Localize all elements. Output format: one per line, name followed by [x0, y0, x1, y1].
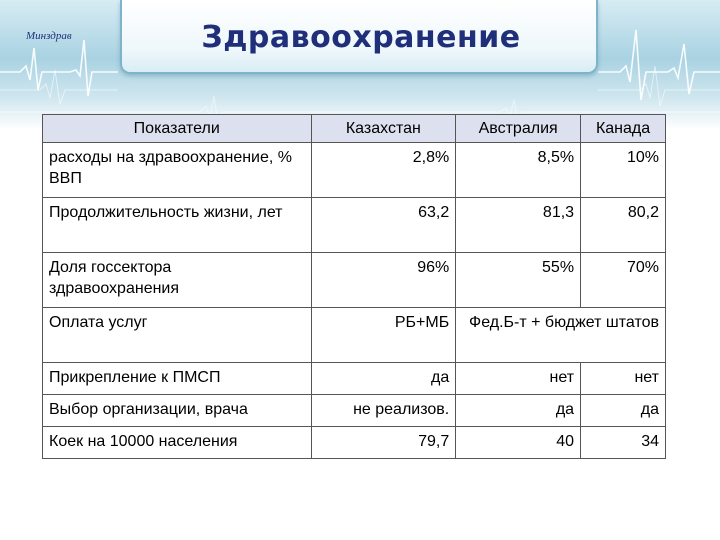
- australia-cell: 55%: [456, 253, 581, 308]
- australia-cell: да: [456, 395, 581, 427]
- kazakhstan-cell: не реализов.: [311, 395, 456, 427]
- kazakhstan-cell: РБ+МБ: [311, 308, 456, 363]
- canada-cell: 70%: [581, 253, 666, 308]
- indicator-cell: Коек на 10000 населения: [43, 427, 312, 459]
- kazakhstan-cell: да: [311, 363, 456, 395]
- indicator-cell: Прикрепление к ПМСП: [43, 363, 312, 395]
- canada-cell: 80,2: [581, 198, 666, 253]
- kazakhstan-cell: 79,7: [311, 427, 456, 459]
- ministry-label: Минздрав: [26, 30, 72, 42]
- australia-canada-cell: Фед.Б-т + бюджет штатов: [456, 308, 666, 363]
- column-header-australia: Австралия: [456, 115, 581, 143]
- indicator-cell: Доля госсектора здравоохранения: [43, 253, 312, 308]
- table-row: [43, 253, 666, 308]
- column-header-kazakhstan: Казахстан: [311, 115, 456, 143]
- table-row: [43, 395, 666, 427]
- indicator-cell: Оплата услуг: [43, 308, 312, 363]
- australia-cell: нет: [456, 363, 581, 395]
- indicator-cell: Выбор организации, врача: [43, 395, 312, 427]
- canada-cell: нет: [581, 363, 666, 395]
- australia-cell: 40: [456, 427, 581, 459]
- title-box: [120, 0, 598, 74]
- table-row: [43, 308, 666, 363]
- canada-cell: 10%: [581, 143, 666, 198]
- column-header-canada: Канада: [581, 115, 666, 143]
- kazakhstan-cell: 96%: [311, 253, 456, 308]
- table-header-row: [43, 115, 666, 143]
- canada-cell: да: [581, 395, 666, 427]
- table-row: [43, 143, 666, 198]
- page-title: Здравоохранение: [201, 20, 521, 55]
- table-row: [43, 427, 666, 459]
- kazakhstan-cell: 63,2: [311, 198, 456, 253]
- table-row: [43, 363, 666, 395]
- australia-cell: 8,5%: [456, 143, 581, 198]
- column-header-indicator: Показатели: [43, 115, 312, 143]
- comparison-table: [42, 114, 666, 459]
- canada-cell: 34: [581, 427, 666, 459]
- indicator-cell: расходы на здравоохранение, % ВВП: [43, 143, 312, 198]
- indicator-cell: Продолжительность жизни, лет: [43, 198, 312, 253]
- australia-cell: 81,3: [456, 198, 581, 253]
- kazakhstan-cell: 2,8%: [311, 143, 456, 198]
- table-row: [43, 198, 666, 253]
